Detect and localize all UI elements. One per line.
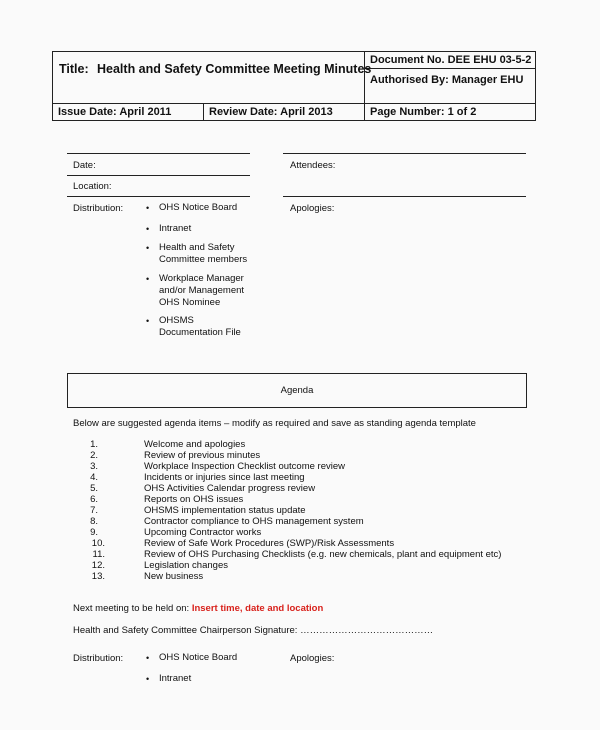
apologies-label: Apologies: xyxy=(290,203,335,214)
agenda-item-number: 3. xyxy=(90,461,98,472)
page-number: Page Number: 1 of 2 xyxy=(370,106,477,118)
agenda-item: Welcome and apologies xyxy=(144,439,246,450)
bullet: • xyxy=(146,203,150,213)
agenda-item: Contractor compliance to OHS management system xyxy=(144,516,364,527)
signature-line xyxy=(73,625,433,636)
bullet: • xyxy=(146,274,150,284)
agenda-item: OHS Activities Calendar progress review xyxy=(144,483,316,494)
agenda-item-number: 12. xyxy=(91,560,105,571)
header-divider xyxy=(364,68,536,69)
agenda-item: Review of previous minutes xyxy=(144,450,261,461)
agenda-item-number: 11. xyxy=(92,549,105,560)
footer-apologies-label: Apologies: xyxy=(290,653,335,664)
distribution-item: Intranet xyxy=(159,223,192,234)
footer-distribution-label: Distribution: xyxy=(73,653,124,664)
form-rule xyxy=(67,153,250,154)
distribution-label: Distribution: xyxy=(73,203,124,214)
authorised-by: Authorised By: Manager EHU xyxy=(370,74,524,86)
review-date: Review Date: April 2013 xyxy=(209,106,333,118)
agenda-item-number: 6. xyxy=(90,494,98,505)
bullet: • xyxy=(146,674,150,684)
agenda-item-number: 7. xyxy=(90,505,98,516)
agenda-item: OHSMS implementation status update xyxy=(144,505,306,516)
agenda-item-number: 10. xyxy=(91,538,105,549)
agenda-item-number: 8. xyxy=(90,516,98,527)
date-label: Date: xyxy=(73,160,96,171)
distribution-item: OHSMS Documentation File xyxy=(159,315,241,338)
bullet: • xyxy=(146,243,150,253)
document-number: Document No. DEE EHU 03-5-2 xyxy=(370,54,532,66)
signature-field[interactable]: …………………………………… xyxy=(300,625,434,636)
next-meeting-label: Next meeting to be held on: xyxy=(73,603,190,614)
footer-distribution-item: Intranet xyxy=(159,673,192,684)
agenda-heading-box xyxy=(67,373,527,408)
agenda-item: Reports on OHS issues xyxy=(144,494,244,505)
agenda-item-number: 4. xyxy=(90,472,98,483)
agenda-intro: Below are suggested agenda items – modify as required and save as standing agenda template xyxy=(73,418,476,429)
form-rule xyxy=(283,196,526,197)
bullet: • xyxy=(146,316,150,326)
header-divider xyxy=(52,103,536,104)
agenda-item: New business xyxy=(144,571,204,582)
agenda-item-number: 5. xyxy=(90,483,98,494)
form-rule xyxy=(283,153,526,154)
header-divider xyxy=(203,103,204,121)
agenda-title: Agenda xyxy=(280,385,314,396)
agenda-item-number: 1. xyxy=(90,439,98,450)
title-label: Title: xyxy=(59,62,89,76)
issue-date: Issue Date: April 2011 xyxy=(58,106,172,118)
form-rule xyxy=(67,175,250,176)
agenda-item: Legislation changes xyxy=(144,560,228,571)
agenda-item-number: 2. xyxy=(90,450,98,461)
agenda-item-number: 13. xyxy=(91,571,105,582)
next-meeting-line xyxy=(73,603,323,614)
attendees-label: Attendees: xyxy=(290,160,336,171)
signature-label: Health and Safety Committee Chairperson Signature: xyxy=(73,625,298,636)
distribution-item: OHS Notice Board xyxy=(159,202,238,213)
agenda-item-number: 9. xyxy=(90,527,98,538)
agenda-item: Workplace Inspection Checklist outcome review xyxy=(144,461,345,472)
agenda-item: Review of OHS Purchasing Checklists (e.g. new chemicals, plant and equipment etc) xyxy=(144,549,502,560)
bullet: • xyxy=(146,224,150,234)
distribution-item: Health and Safety Committee members xyxy=(159,242,248,265)
agenda-item: Incidents or injuries since last meeting xyxy=(144,472,305,483)
bullet: • xyxy=(146,653,150,663)
footer-distribution-item: OHS Notice Board xyxy=(159,652,238,663)
next-meeting-placeholder[interactable]: Insert time, date and location xyxy=(191,603,324,614)
location-label: Location: xyxy=(73,181,112,192)
title-text: Health and Safety Committee Meeting Minutes xyxy=(97,62,372,76)
distribution-item: Workplace Manager and/or Management OHS Nominee xyxy=(159,273,245,308)
document-title xyxy=(59,62,371,76)
agenda-item: Upcoming Contractor works xyxy=(144,527,262,538)
agenda-item: Review of Safe Work Procedures (SWP)/Risk Assessments xyxy=(144,538,395,549)
form-rule xyxy=(67,196,250,197)
